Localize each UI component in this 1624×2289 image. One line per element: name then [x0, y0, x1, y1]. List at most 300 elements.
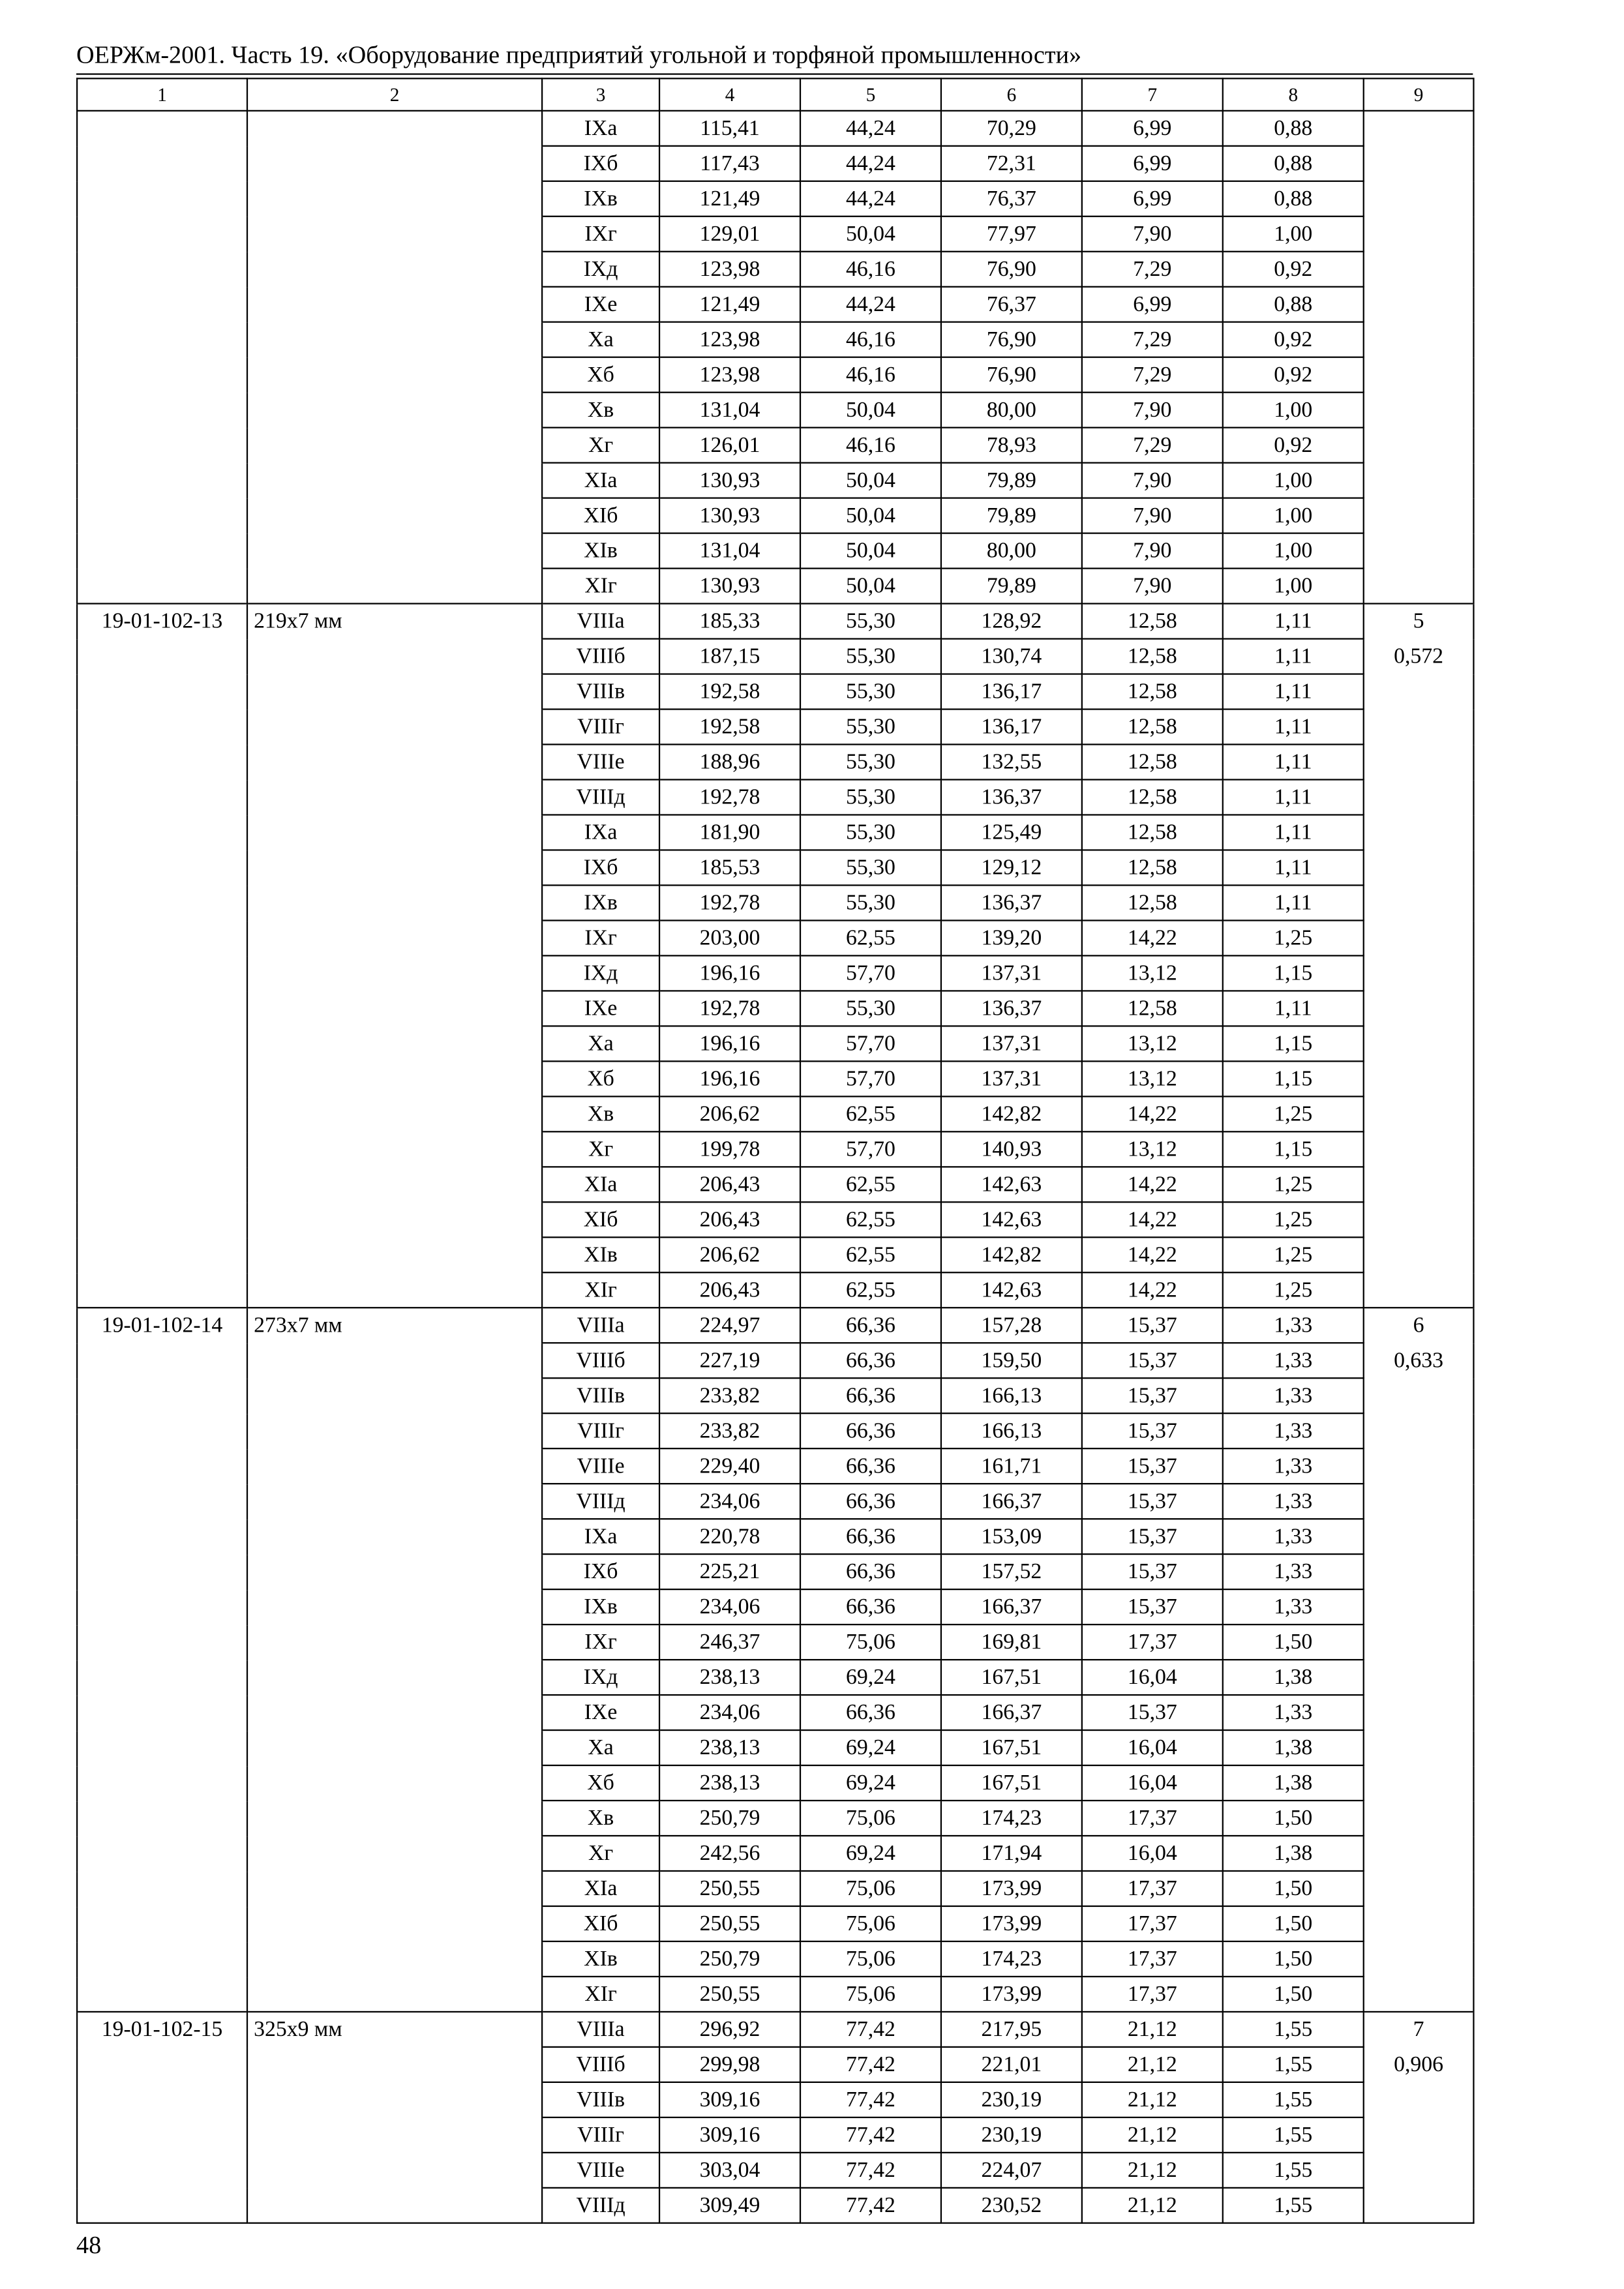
- value-cell: 136,17: [941, 710, 1082, 745]
- mass-cell: [1364, 955, 1474, 991]
- value-cell: 12,58: [1082, 745, 1223, 780]
- rate-code-cell: [77, 2047, 247, 2082]
- table-row: [77, 674, 1473, 710]
- value-cell: 14,22: [1082, 1272, 1223, 1308]
- mass-cell: [1364, 1695, 1474, 1730]
- value-cell: 136,37: [941, 780, 1082, 815]
- mass-cell: [1364, 1378, 1474, 1413]
- table-row: [77, 463, 1473, 498]
- mass-cell: [1364, 1448, 1474, 1484]
- mass-cell: 7: [1364, 2012, 1474, 2047]
- value-cell: 1,11: [1223, 850, 1364, 885]
- value-cell: 12,58: [1082, 639, 1223, 674]
- value-cell: 1,50: [1223, 1941, 1364, 1977]
- value-cell: 196,16: [659, 1026, 800, 1061]
- value-cell: 250,55: [659, 1977, 800, 2012]
- value-cell: 217,95: [941, 2012, 1082, 2047]
- value-cell: 55,30: [800, 885, 941, 920]
- category-cell: VIIIв: [542, 674, 659, 710]
- rate-code-cell: [77, 1695, 247, 1730]
- rate-code-cell: [77, 393, 247, 428]
- value-cell: 250,79: [659, 1941, 800, 1977]
- value-cell: 115,41: [659, 111, 800, 146]
- category-cell: VIIIв: [542, 1378, 659, 1413]
- mass-cell: [1364, 146, 1474, 181]
- table-row: [77, 920, 1473, 955]
- value-cell: 55,30: [800, 815, 941, 850]
- pipe-size-cell: [247, 1026, 542, 1061]
- rate-code-cell: [77, 111, 247, 146]
- pipe-size-cell: [247, 1624, 542, 1660]
- rate-code-cell: [77, 1941, 247, 1977]
- value-cell: 137,31: [941, 1061, 1082, 1096]
- value-cell: 1,50: [1223, 1906, 1364, 1941]
- value-cell: 206,62: [659, 1096, 800, 1131]
- value-cell: 130,93: [659, 569, 800, 604]
- value-cell: 13,12: [1082, 1026, 1223, 1061]
- category-cell: Xб: [542, 1061, 659, 1096]
- mass-cell: 0,572: [1364, 639, 1474, 674]
- rate-code-cell: 19-01-102-14: [77, 1308, 247, 1343]
- mass-cell: [1364, 1941, 1474, 1977]
- value-cell: 250,55: [659, 1906, 800, 1941]
- value-cell: 16,04: [1082, 1730, 1223, 1765]
- pipe-size-cell: [247, 1202, 542, 1237]
- pipe-size-cell: [247, 2153, 542, 2188]
- rate-code-cell: [77, 1061, 247, 1096]
- category-cell: IXг: [542, 1624, 659, 1660]
- rate-code-cell: [77, 357, 247, 393]
- rate-code-cell: [77, 1589, 247, 1624]
- pipe-size-cell: [247, 287, 542, 322]
- table-row: [77, 1871, 1473, 1906]
- value-cell: 136,17: [941, 674, 1082, 710]
- value-cell: 46,16: [800, 357, 941, 393]
- value-cell: 50,04: [800, 393, 941, 428]
- value-cell: 1,33: [1223, 1519, 1364, 1554]
- value-cell: 50,04: [800, 569, 941, 604]
- value-cell: 0,92: [1223, 252, 1364, 287]
- value-cell: 166,37: [941, 1484, 1082, 1519]
- rate-code-cell: [77, 710, 247, 745]
- value-cell: 125,49: [941, 815, 1082, 850]
- mass-cell: [1364, 674, 1474, 710]
- table-row: [77, 2082, 1473, 2117]
- table-row: [77, 639, 1473, 674]
- category-cell: IXг: [542, 217, 659, 252]
- pipe-size-cell: [247, 885, 542, 920]
- value-cell: 132,55: [941, 745, 1082, 780]
- rate-code-cell: [77, 1836, 247, 1871]
- mass-cell: [1364, 1660, 1474, 1695]
- value-cell: 121,49: [659, 181, 800, 217]
- value-cell: 1,50: [1223, 1977, 1364, 2012]
- category-cell: VIIIа: [542, 1308, 659, 1343]
- mass-cell: [1364, 1906, 1474, 1941]
- category-cell: XIа: [542, 463, 659, 498]
- column-number-row: [77, 78, 1473, 110]
- value-cell: 161,71: [941, 1448, 1082, 1484]
- rate-code-cell: [77, 1167, 247, 1202]
- value-cell: 66,36: [800, 1448, 941, 1484]
- rate-code-cell: [77, 850, 247, 885]
- mass-cell: [1364, 287, 1474, 322]
- category-cell: IXд: [542, 955, 659, 991]
- table-row: [77, 322, 1473, 357]
- category-cell: VIIIе: [542, 2153, 659, 2188]
- column-header: 3: [542, 78, 659, 110]
- rate-code-cell: [77, 181, 247, 217]
- value-cell: 0,92: [1223, 357, 1364, 393]
- value-cell: 1,55: [1223, 2188, 1364, 2223]
- value-cell: 15,37: [1082, 1343, 1223, 1378]
- value-cell: 1,33: [1223, 1589, 1364, 1624]
- value-cell: 62,55: [800, 1272, 941, 1308]
- value-cell: 17,37: [1082, 1624, 1223, 1660]
- mass-cell: [1364, 745, 1474, 780]
- pipe-size-cell: [247, 2082, 542, 2117]
- mass-cell: [1364, 1413, 1474, 1448]
- mass-cell: 5: [1364, 604, 1474, 639]
- value-cell: 1,11: [1223, 604, 1364, 639]
- value-cell: 1,15: [1223, 955, 1364, 991]
- pipe-size-cell: [247, 1061, 542, 1096]
- value-cell: 7,29: [1082, 252, 1223, 287]
- value-cell: 192,78: [659, 780, 800, 815]
- mass-cell: [1364, 1977, 1474, 2012]
- value-cell: 75,06: [800, 1801, 941, 1836]
- value-cell: 46,16: [800, 322, 941, 357]
- value-cell: 55,30: [800, 639, 941, 674]
- rate-code-cell: [77, 533, 247, 569]
- value-cell: 7,29: [1082, 428, 1223, 463]
- table-row: [77, 850, 1473, 885]
- value-cell: 79,89: [941, 498, 1082, 533]
- table-row: [77, 710, 1473, 745]
- value-cell: 69,24: [800, 1730, 941, 1765]
- value-cell: 196,16: [659, 1061, 800, 1096]
- mass-cell: [1364, 252, 1474, 287]
- value-cell: 21,12: [1082, 2082, 1223, 2117]
- value-cell: 1,11: [1223, 885, 1364, 920]
- page-number: 48: [76, 2231, 102, 2259]
- column-header: 1: [77, 78, 247, 110]
- pipe-size-cell: [247, 1448, 542, 1484]
- value-cell: 1,00: [1223, 463, 1364, 498]
- table-row: [77, 1167, 1473, 1202]
- value-cell: 1,33: [1223, 1554, 1364, 1589]
- value-cell: 66,36: [800, 1413, 941, 1448]
- value-cell: 206,43: [659, 1167, 800, 1202]
- value-cell: 229,40: [659, 1448, 800, 1484]
- pipe-size-cell: [247, 1167, 542, 1202]
- table-row: [77, 1343, 1473, 1378]
- value-cell: 75,06: [800, 1624, 941, 1660]
- mass-cell: [1364, 1131, 1474, 1167]
- value-cell: 14,22: [1082, 1167, 1223, 1202]
- category-cell: IXд: [542, 252, 659, 287]
- value-cell: 0,88: [1223, 146, 1364, 181]
- column-header: 6: [941, 78, 1082, 110]
- value-cell: 234,06: [659, 1695, 800, 1730]
- category-cell: VIIIб: [542, 639, 659, 674]
- value-cell: 44,24: [800, 287, 941, 322]
- rate-code-cell: [77, 1448, 247, 1484]
- pipe-size-cell: [247, 1237, 542, 1272]
- value-cell: 192,58: [659, 710, 800, 745]
- value-cell: 78,93: [941, 428, 1082, 463]
- mass-cell: 6: [1364, 1308, 1474, 1343]
- value-cell: 57,70: [800, 1061, 941, 1096]
- category-cell: VIIIд: [542, 2188, 659, 2223]
- mass-cell: [1364, 2117, 1474, 2153]
- value-cell: 15,37: [1082, 1589, 1223, 1624]
- value-cell: 185,53: [659, 850, 800, 885]
- value-cell: 224,97: [659, 1308, 800, 1343]
- value-cell: 142,82: [941, 1096, 1082, 1131]
- mass-cell: [1364, 1237, 1474, 1272]
- table-row: [77, 2012, 1473, 2047]
- table-row: [77, 2117, 1473, 2153]
- value-cell: 12,58: [1082, 850, 1223, 885]
- value-cell: 126,01: [659, 428, 800, 463]
- value-cell: 206,43: [659, 1272, 800, 1308]
- category-cell: IXв: [542, 1589, 659, 1624]
- rate-code-cell: 19-01-102-13: [77, 604, 247, 639]
- table-row: [77, 1096, 1473, 1131]
- value-cell: 69,24: [800, 1765, 941, 1801]
- mass-cell: [1364, 850, 1474, 885]
- category-cell: XIа: [542, 1167, 659, 1202]
- value-cell: 220,78: [659, 1519, 800, 1554]
- value-cell: 7,90: [1082, 498, 1223, 533]
- mass-cell: [1364, 393, 1474, 428]
- category-cell: VIIIб: [542, 1343, 659, 1378]
- mass-cell: [1364, 1801, 1474, 1836]
- table-row: [77, 111, 1473, 146]
- value-cell: 69,24: [800, 1836, 941, 1871]
- category-cell: Xб: [542, 357, 659, 393]
- value-cell: 6,99: [1082, 111, 1223, 146]
- category-cell: IXа: [542, 815, 659, 850]
- table-row: [77, 357, 1473, 393]
- value-cell: 1,33: [1223, 1378, 1364, 1413]
- pipe-size-cell: [247, 498, 542, 533]
- value-cell: 14,22: [1082, 1096, 1223, 1131]
- pipe-size-cell: [247, 955, 542, 991]
- value-cell: 233,82: [659, 1378, 800, 1413]
- value-cell: 166,13: [941, 1413, 1082, 1448]
- value-cell: 66,36: [800, 1519, 941, 1554]
- value-cell: 203,00: [659, 920, 800, 955]
- table-row: [77, 1202, 1473, 1237]
- pipe-size-cell: [247, 1801, 542, 1836]
- mass-cell: [1364, 1554, 1474, 1589]
- value-cell: 7,90: [1082, 217, 1223, 252]
- value-cell: 62,55: [800, 1202, 941, 1237]
- column-header: 5: [800, 78, 941, 110]
- pipe-size-cell: [247, 674, 542, 710]
- value-cell: 1,00: [1223, 393, 1364, 428]
- rate-code-cell: [77, 1202, 247, 1237]
- rate-code-cell: [77, 815, 247, 850]
- document-title: ОЕРЖм-2001. Часть 19. «Оборудование предприятий угольной и торфяной промышленности»: [76, 40, 1082, 69]
- pipe-size-cell: [247, 1730, 542, 1765]
- rate-code-cell: [77, 780, 247, 815]
- rate-code-cell: [77, 1378, 247, 1413]
- value-cell: 77,42: [800, 2082, 941, 2117]
- value-cell: 55,30: [800, 604, 941, 639]
- mass-cell: [1364, 463, 1474, 498]
- table-row: [77, 1131, 1473, 1167]
- value-cell: 0,92: [1223, 322, 1364, 357]
- value-cell: 77,42: [800, 2012, 941, 2047]
- value-cell: 55,30: [800, 991, 941, 1026]
- value-cell: 15,37: [1082, 1484, 1223, 1519]
- value-cell: 1,25: [1223, 1237, 1364, 1272]
- mass-cell: [1364, 780, 1474, 815]
- value-cell: 12,58: [1082, 780, 1223, 815]
- value-cell: 46,16: [800, 428, 941, 463]
- value-cell: 1,11: [1223, 815, 1364, 850]
- value-cell: 77,42: [800, 2188, 941, 2223]
- pipe-size-cell: [247, 1378, 542, 1413]
- value-cell: 66,36: [800, 1695, 941, 1730]
- pipe-size-cell: [247, 1765, 542, 1801]
- category-cell: XIв: [542, 533, 659, 569]
- table-row: [77, 393, 1473, 428]
- mass-cell: [1364, 1484, 1474, 1519]
- pipe-size-cell: [247, 1413, 542, 1448]
- value-cell: 15,37: [1082, 1519, 1223, 1554]
- table-row: [77, 181, 1473, 217]
- value-cell: 136,37: [941, 991, 1082, 1026]
- value-cell: 1,38: [1223, 1730, 1364, 1765]
- table-row: [77, 146, 1473, 181]
- pipe-size-cell: 273х7 мм: [247, 1308, 542, 1343]
- pipe-size-cell: [247, 1695, 542, 1730]
- value-cell: 66,36: [800, 1378, 941, 1413]
- pipe-size-cell: [247, 1836, 542, 1871]
- table-row: [77, 1519, 1473, 1554]
- rate-code-cell: [77, 217, 247, 252]
- mass-cell: [1364, 920, 1474, 955]
- value-cell: 17,37: [1082, 1977, 1223, 2012]
- table-row: [77, 745, 1473, 780]
- value-cell: 1,33: [1223, 1413, 1364, 1448]
- rate-code-cell: [77, 569, 247, 604]
- value-cell: 66,36: [800, 1343, 941, 1378]
- value-cell: 1,11: [1223, 639, 1364, 674]
- table-row: [77, 885, 1473, 920]
- value-cell: 230,19: [941, 2082, 1082, 2117]
- value-cell: 1,50: [1223, 1871, 1364, 1906]
- value-cell: 234,06: [659, 1589, 800, 1624]
- value-cell: 192,78: [659, 885, 800, 920]
- rate-code-cell: [77, 2117, 247, 2153]
- value-cell: 75,06: [800, 1941, 941, 1977]
- value-cell: 1,25: [1223, 1167, 1364, 1202]
- category-cell: XIб: [542, 1906, 659, 1941]
- table-row: [77, 991, 1473, 1026]
- value-cell: 15,37: [1082, 1308, 1223, 1343]
- pipe-size-cell: [247, 1660, 542, 1695]
- value-cell: 50,04: [800, 463, 941, 498]
- rate-code-cell: [77, 1413, 247, 1448]
- mass-cell: [1364, 1730, 1474, 1765]
- value-cell: 1,33: [1223, 1484, 1364, 1519]
- rate-code-cell: [77, 1906, 247, 1941]
- table-row: [77, 1061, 1473, 1096]
- table-row: [77, 1237, 1473, 1272]
- table-row: [77, 1413, 1473, 1448]
- value-cell: 238,13: [659, 1765, 800, 1801]
- table-row: [77, 2047, 1473, 2082]
- value-cell: 130,74: [941, 639, 1082, 674]
- category-cell: IXе: [542, 991, 659, 1026]
- mass-cell: [1364, 498, 1474, 533]
- category-cell: VIIIд: [542, 1484, 659, 1519]
- mass-cell: [1364, 217, 1474, 252]
- value-cell: 166,37: [941, 1695, 1082, 1730]
- value-cell: 142,82: [941, 1237, 1082, 1272]
- table-row: [77, 1554, 1473, 1589]
- value-cell: 159,50: [941, 1343, 1082, 1378]
- value-cell: 1,55: [1223, 2117, 1364, 2153]
- pipe-size-cell: [247, 146, 542, 181]
- rate-code-cell: [77, 1765, 247, 1801]
- value-cell: 15,37: [1082, 1695, 1223, 1730]
- value-cell: 157,52: [941, 1554, 1082, 1589]
- table-row: [77, 1801, 1473, 1836]
- category-cell: VIIIе: [542, 1448, 659, 1484]
- table-row: [77, 498, 1473, 533]
- category-cell: IXв: [542, 885, 659, 920]
- category-cell: Xв: [542, 393, 659, 428]
- value-cell: 1,11: [1223, 991, 1364, 1026]
- category-cell: Xв: [542, 1096, 659, 1131]
- value-cell: 233,82: [659, 1413, 800, 1448]
- value-cell: 142,63: [941, 1272, 1082, 1308]
- rate-code-cell: [77, 1272, 247, 1308]
- pipe-size-cell: [247, 1941, 542, 1977]
- value-cell: 1,11: [1223, 780, 1364, 815]
- value-cell: 76,90: [941, 252, 1082, 287]
- pipe-size-cell: [247, 322, 542, 357]
- table-row: [77, 955, 1473, 991]
- value-cell: 21,12: [1082, 2153, 1223, 2188]
- value-cell: 7,90: [1082, 533, 1223, 569]
- category-cell: VIIIд: [542, 780, 659, 815]
- value-cell: 12,58: [1082, 604, 1223, 639]
- value-cell: 17,37: [1082, 1871, 1223, 1906]
- value-cell: 77,42: [800, 2117, 941, 2153]
- value-cell: 14,22: [1082, 1237, 1223, 1272]
- table-row: [77, 1308, 1473, 1343]
- pipe-size-cell: [247, 1977, 542, 2012]
- mass-cell: [1364, 2082, 1474, 2117]
- table-row: [77, 1484, 1473, 1519]
- rate-code-cell: [77, 322, 247, 357]
- rate-code-cell: [77, 2082, 247, 2117]
- value-cell: 142,63: [941, 1167, 1082, 1202]
- table-row: [77, 569, 1473, 604]
- title-divider: [76, 73, 1473, 74]
- category-cell: XIг: [542, 569, 659, 604]
- value-cell: 7,29: [1082, 322, 1223, 357]
- value-cell: 12,58: [1082, 710, 1223, 745]
- value-cell: 46,16: [800, 252, 941, 287]
